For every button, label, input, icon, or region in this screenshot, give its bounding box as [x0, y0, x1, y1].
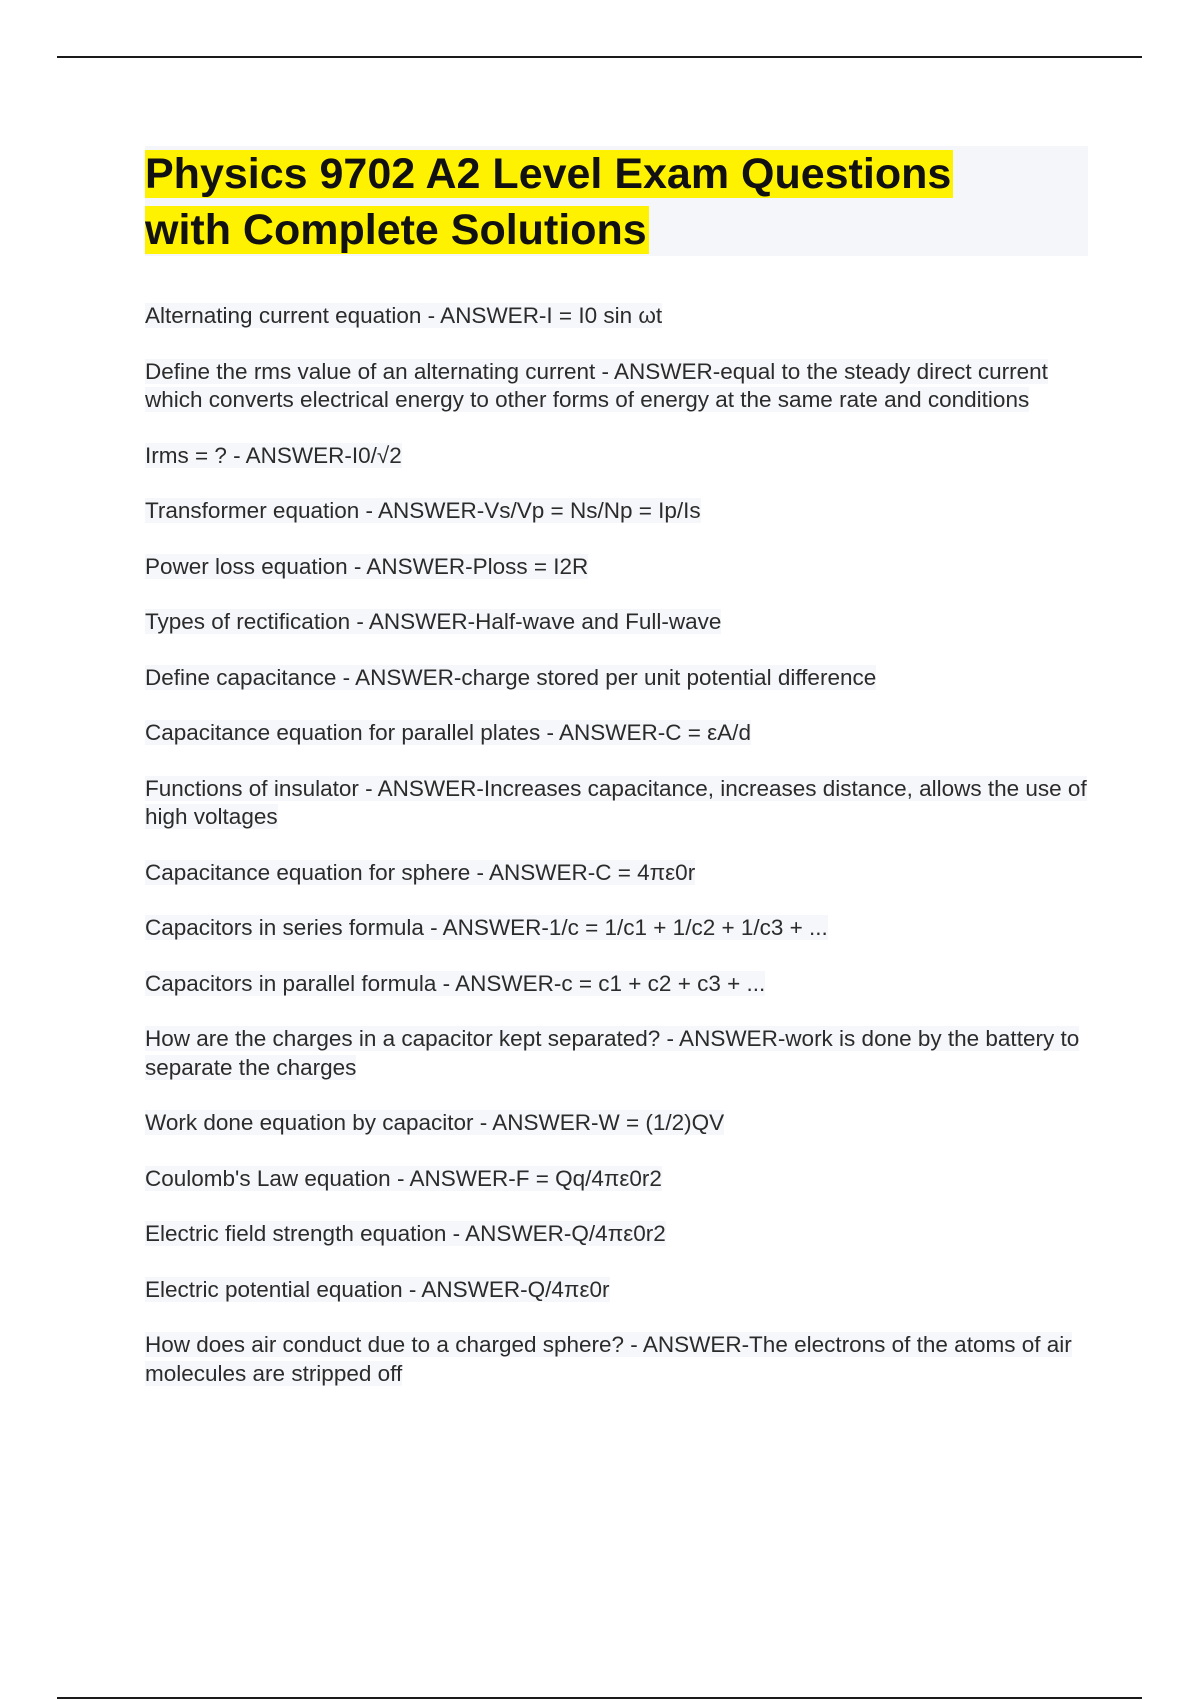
page-title-text-1: Physics 9702 A2 Level Exam Questions — [145, 150, 952, 198]
qa-item: Capacitors in parallel formula - ANSWER-c = c1 + c2 + c3 + ... — [145, 970, 766, 996]
qa-item: Capacitance equation for sphere - ANSWER-C = 4πε0r — [145, 859, 696, 885]
qa-item: Work done equation by capacitor - ANSWER-W = (1/2)QV — [145, 1110, 725, 1135]
page-title-text-2: with Complete Solutions — [145, 206, 647, 254]
page-bottom-rule — [57, 1697, 1142, 1699]
qa-list — [145, 302, 1090, 1415]
qa-item: Functions of insulator - ANSWER-Increases capacitance, increases distance, allows the use of high voltages — [145, 775, 1087, 829]
qa-item: Electric potential equation - ANSWER-Q/4πε0r — [145, 1276, 610, 1302]
page-title-line-1 — [145, 146, 1088, 202]
qa-item: Irms = ? - ANSWER-I0/√2 — [145, 442, 402, 468]
qa-item: Power loss equation - ANSWER-Ploss = I2R — [145, 553, 589, 579]
qa-item: Define capacitance - ANSWER-charge stored per unit potential difference — [145, 664, 877, 690]
qa-item: How does air conduct due to a charged sphere? - ANSWER-The electrons of the atoms of air molecules are stripped off — [145, 1332, 1072, 1386]
qa-item: Capacitance equation for parallel plates - ANSWER-C = εA/d — [145, 720, 751, 745]
page-title-line-2 — [145, 202, 1088, 258]
qa-item: Types of rectification - ANSWER-Half-wave and Full-wave — [145, 609, 722, 634]
qa-item: How are the charges in a capacitor kept separated? - ANSWER-work is done by the battery to separate the charges — [145, 1026, 1080, 1080]
qa-item: Define the rms value of an alternating current - ANSWER-equal to the steady direct current which converts electrical energy to other forms of energy at the same rate and conditions — [145, 358, 1048, 412]
qa-item: Alternating current equation - ANSWER-I = I0 sin ωt — [145, 303, 663, 328]
page-top-rule — [57, 56, 1142, 58]
qa-item: Electric field strength equation - ANSWER-Q/4πε0r2 — [145, 1221, 666, 1246]
qa-item: Coulomb's Law equation - ANSWER-F = Qq/4πε0r2 — [145, 1165, 662, 1191]
title-block — [145, 146, 1088, 256]
qa-item: Capacitors in series formula - ANSWER-1/c = 1/c1 + 1/c2 + 1/c3 + ... — [145, 915, 828, 940]
qa-item: Transformer equation - ANSWER-Vs/Vp = Ns/Np = Ip/Is — [145, 498, 701, 523]
